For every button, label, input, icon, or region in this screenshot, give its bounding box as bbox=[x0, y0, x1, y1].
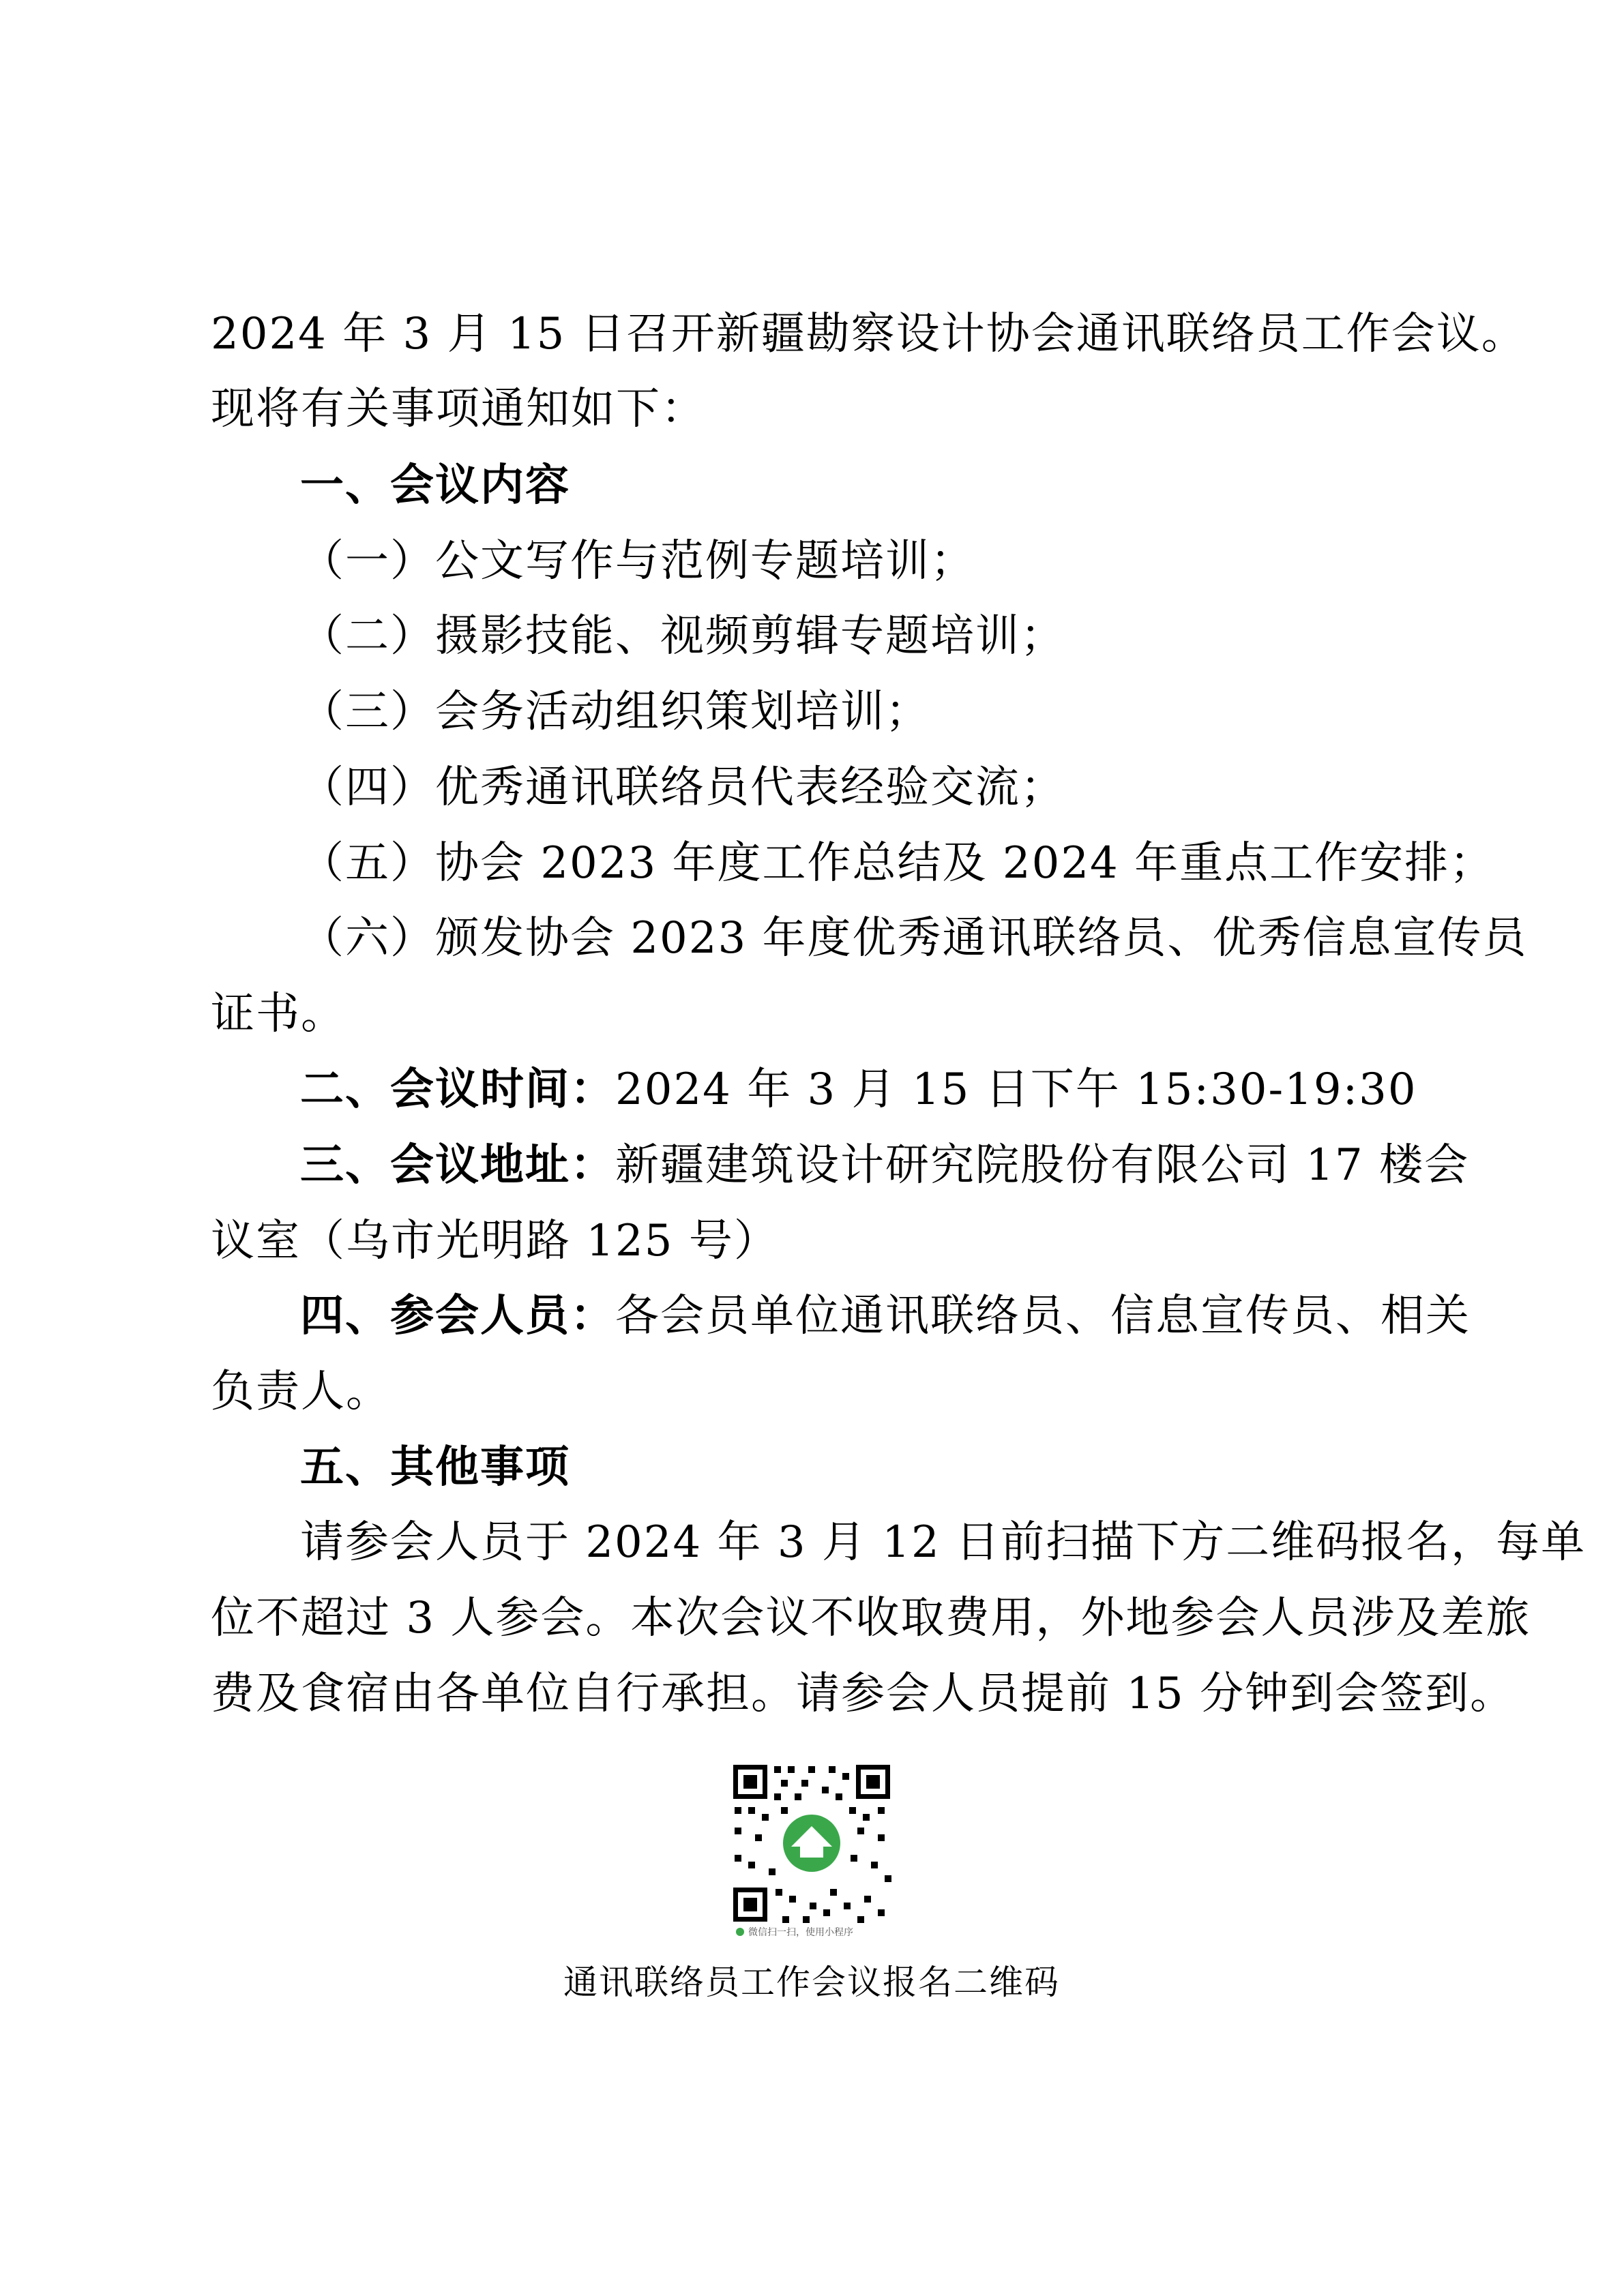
section1-item-1: （一）公文写作与范例专题培训； bbox=[300, 536, 975, 586]
section4-text: 各会员单位通讯联络员、信息宣传员、相关 bbox=[615, 1291, 1471, 1341]
section1-item-2: （二）摄影技能、视频剪辑专题培训； bbox=[300, 611, 1065, 661]
section3-text: 新疆建筑设计研究院股份有限公司 17 楼会 bbox=[615, 1140, 1470, 1191]
section4-text-cont: 负责人。 bbox=[211, 1367, 391, 1417]
qr-code-image bbox=[726, 1758, 897, 1941]
section2-heading: 二、会议时间： bbox=[300, 1064, 615, 1115]
section1-heading: 一、会议内容 bbox=[300, 460, 570, 511]
section3-text-cont: 议室（乌市光明路 125 号） bbox=[211, 1216, 779, 1266]
qr-caption: 通讯联络员工作会议报名二维码 bbox=[563, 1963, 1060, 2002]
section1-item-6: （六）颁发协会 2023 年度优秀通讯联络员、优秀信息宣传员 bbox=[300, 913, 1528, 964]
section4-line bbox=[300, 1289, 1471, 1343]
section5-heading: 五、其他事项 bbox=[300, 1442, 570, 1493]
section5-line-3: 费及食宿由各单位自行承担。请参会人员提前 15 分钟到会签到。 bbox=[211, 1669, 1516, 1719]
section5-line-1: 请参会人员于 2024 年 3 月 12 日前扫描下方二维码报名，每单 bbox=[300, 1517, 1586, 1568]
section3-line bbox=[300, 1138, 1470, 1193]
section3-heading: 三、会议地址： bbox=[300, 1139, 615, 1191]
section2-text: 2024 年 3 月 15 日下午 15:30-19:30 bbox=[615, 1064, 1417, 1115]
section5-line-2: 位不超过 3 人参会。本次会议不收取费用，外地参会人员涉及差旅 bbox=[211, 1593, 1531, 1643]
section1-item-4: （四）优秀通讯联络员代表经验交流； bbox=[300, 762, 1065, 813]
qr-code bbox=[726, 1758, 897, 1941]
section1-item-3: （三）会务活动组织策划培训； bbox=[300, 687, 930, 737]
intro-line-1: 2024 年 3 月 15 日召开新疆勘察设计协会通讯联络员工作会议。 bbox=[211, 309, 1526, 359]
section4-heading: 四、参会人员： bbox=[300, 1290, 615, 1341]
section2-line bbox=[300, 1062, 1419, 1117]
intro-line-2: 现将有关事项通知如下： bbox=[211, 384, 706, 434]
qr-small-caption: 微信扫一扫，使用小程序 bbox=[748, 1927, 853, 1938]
section1-item-5: （五）协会 2023 年度工作总结及 2024 年重点工作安排； bbox=[300, 838, 1495, 889]
section1-item-6-cont: 证书。 bbox=[211, 989, 346, 1039]
